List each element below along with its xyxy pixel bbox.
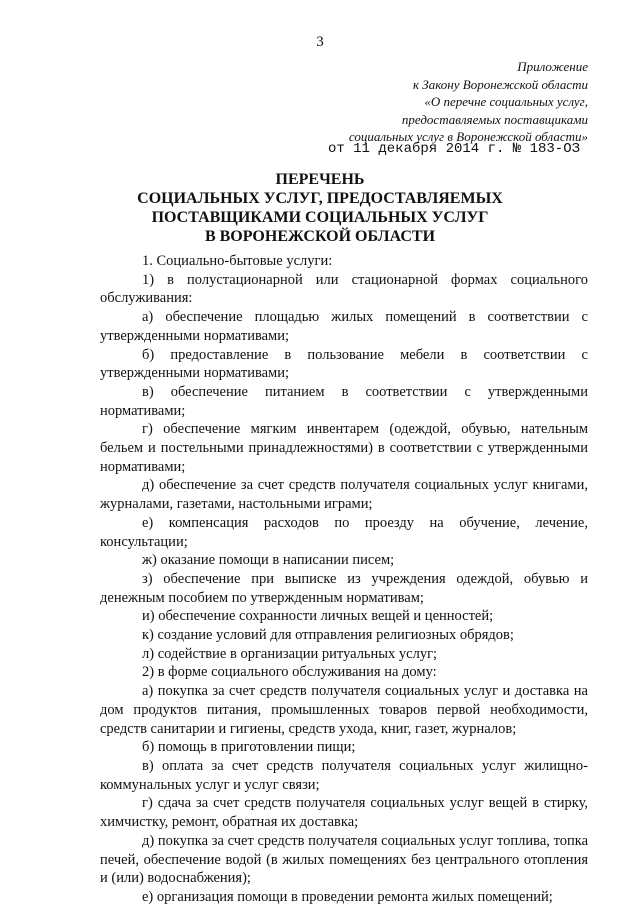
paragraph: г) сдача за счет средств получателя социальных услуг вещей в стирку, химчистку, ремонт, обратная их доставка;: [100, 795, 588, 831]
paragraph: г) обеспечение мягким инвентарем (одеждой, обувью, нательным бельем и постельными принадлежностями) в соответствии с утвержденными нормативами;: [100, 421, 588, 475]
law-date-number: от 11 декабря 2014 г. № 183-ОЗ: [327, 141, 580, 157]
paragraph: и) обеспечение сохранности личных вещей и ценностей;: [142, 608, 494, 625]
appendix-line: к Закону Воронежской области: [412, 76, 588, 92]
appendix-line: Приложение: [517, 59, 588, 74]
appendix-line: социальных услуг в Воронежской области»: [348, 129, 588, 144]
paragraph: б) предоставление в пользование мебели в соответствии с утвержденными нормативами;: [100, 346, 588, 382]
paragraph: б) помощь в приготовлении пищи;: [142, 739, 356, 756]
document-body: [100, 252, 588, 907]
paragraph: 1. Социально-бытовые услуги:: [142, 253, 333, 269]
title-line: ПЕРЕЧЕНЬ: [275, 171, 365, 188]
paragraph: в) оплата за счет средств получателя социальных услуг жилищно-коммунальных услуг и услуг связи;: [100, 757, 588, 793]
paragraph: ж) оказание помощи в написании писем;: [142, 552, 395, 569]
paragraph: к) создание условий для отправления религиозных обрядов;: [142, 627, 514, 644]
appendix-line: предоставляемых поставщиками: [401, 111, 588, 127]
title-line: СОЦИАЛЬНЫХ УСЛУГ, ПРЕДОСТАВЛЯЕМЫХ: [137, 190, 503, 207]
paragraph: д) обеспечение за счет средств получателя социальных услуг книгами, журналами, газетами, настольными играми;: [100, 477, 588, 513]
document-title: [0, 170, 640, 246]
paragraph: е) компенсация расходов по проезду на обучение, лечение, консультации;: [100, 514, 588, 550]
paragraph: е) организация помощи в проведении ремонта жилых помещений;: [142, 888, 553, 905]
paragraph: а) покупка за счет средств получателя социальных услуг и доставка на дом продуктов питания, промышленных товаров первой необходимости, средств санитарии и гигиены, средств ухода, книг, газет, журналов;: [100, 683, 588, 737]
paragraph: з) обеспечение при выписке из учреждения одеждой, обувью и денежным пособием по утвержденным нормативам;: [100, 570, 588, 606]
page-number: 3: [316, 34, 324, 50]
appendix-line: «О перечне социальных услуг,: [424, 94, 588, 109]
title-line: ПОСТАВЩИКАМИ СОЦИАЛЬНЫХ УСЛУГ: [151, 209, 489, 226]
appendix-note: [248, 58, 588, 146]
paragraph: 1) в полустационарной или стационарной формах социального обслуживания:: [100, 271, 588, 307]
paragraph: в) обеспечение питанием в соответствии с утвержденными нормативами;: [100, 383, 588, 419]
paragraph: д) покупка за счет средств получателя социальных услуг топлива, топка печей, обеспечение водой (в жилых помещениях без центрального отопления и (или) водоснабжения);: [100, 832, 588, 887]
paragraph: 2) в форме социального обслуживания на дому:: [142, 664, 437, 681]
paragraph: а) обеспечение площадью жилых помещений в соответствии с утвержденными нормативами;: [100, 309, 588, 344]
paragraph: л) содействие в организации ритуальных услуг;: [142, 645, 438, 662]
title-line: В ВОРОНЕЖСКОЙ ОБЛАСТИ: [204, 228, 436, 245]
